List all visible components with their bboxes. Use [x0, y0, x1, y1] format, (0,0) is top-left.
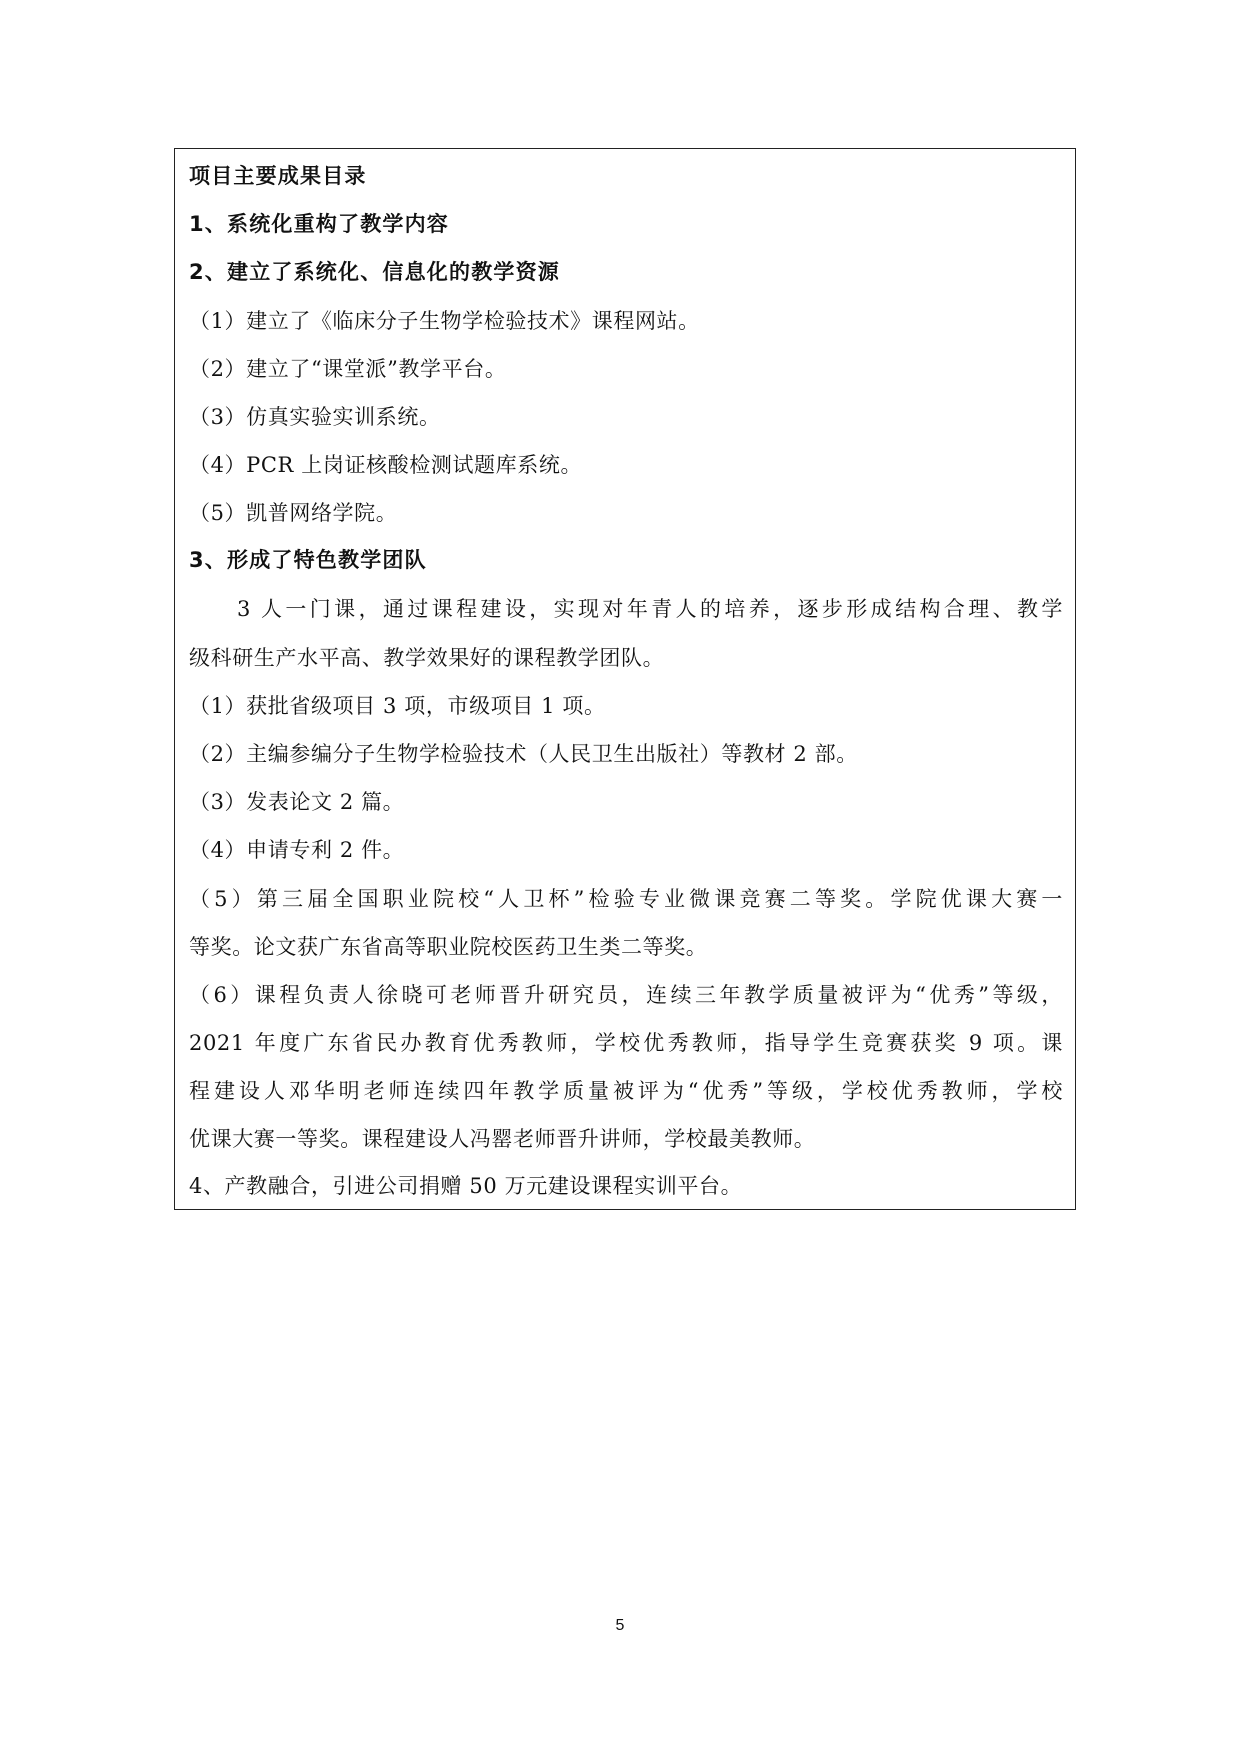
- list-item-continued: 优课大赛一等奖。课程建设人冯罂老师晋升讲师，学校最美教师。: [189, 1127, 816, 1151]
- list-item-continued: 2021 年度广东省民办教育优秀教师，学校优秀教师，指导学生竞赛获奖 9 项。课: [189, 1031, 1063, 1055]
- section-heading-1: 1、系统化重构了教学内容: [189, 212, 450, 236]
- list-item: （3）仿真实验实训系统。: [189, 405, 441, 429]
- paragraph-line: 级科研生产水平高、教学效果好的课程教学团队。: [189, 646, 665, 670]
- section-heading-3: 3、形成了特色教学团队: [189, 548, 427, 572]
- list-item-continued: 等奖。论文获广东省高等职业院校医药卫生类二等奖。: [189, 935, 708, 959]
- list-item: （1）获批省级项目 3 项，市级项目 1 项。: [189, 694, 606, 718]
- list-item: （4）PCR 上岗证核酸检测试题库系统。: [189, 453, 583, 477]
- list-item: （4）申请专利 2 件。: [189, 838, 405, 862]
- section-heading-4: 4、产教融合，引进公司捐赠 50 万元建设课程实训平台。: [189, 1174, 743, 1198]
- paragraph-line: 3 人一门课，通过课程建设，实现对年青人的培养，逐步形成结构合理、教学: [237, 597, 1063, 621]
- list-item: （1）建立了《临床分子生物学检验技术》课程网站。: [189, 309, 700, 333]
- section-heading-2: 2、建立了系统化、信息化的教学资源: [189, 260, 561, 284]
- list-item: （6）课程负责人徐晓可老师晋升研究员，连续三年教学质量被评为“优秀”等级，: [189, 983, 1063, 1007]
- page-number: 5: [615, 1617, 625, 1634]
- list-item: （3）发表论文 2 篇。: [189, 790, 405, 814]
- list-item: （5）第三届全国职业院校“人卫杯”检验专业微课竞赛二等奖。学院优课大赛一: [189, 887, 1063, 911]
- achievements-table: [174, 148, 1076, 1210]
- list-item: （2）建立了“课堂派”教学平台。: [189, 357, 507, 381]
- list-item: （2）主编参编分子生物学检验技术（人民卫生出版社）等教材 2 部。: [189, 742, 858, 766]
- list-item: （5）凯普网络学院。: [189, 501, 398, 525]
- list-item-continued: 程建设人邓华明老师连续四年教学质量被评为“优秀”等级，学校优秀教师，学校: [189, 1079, 1063, 1103]
- table-heading: 项目主要成果目录: [189, 164, 367, 188]
